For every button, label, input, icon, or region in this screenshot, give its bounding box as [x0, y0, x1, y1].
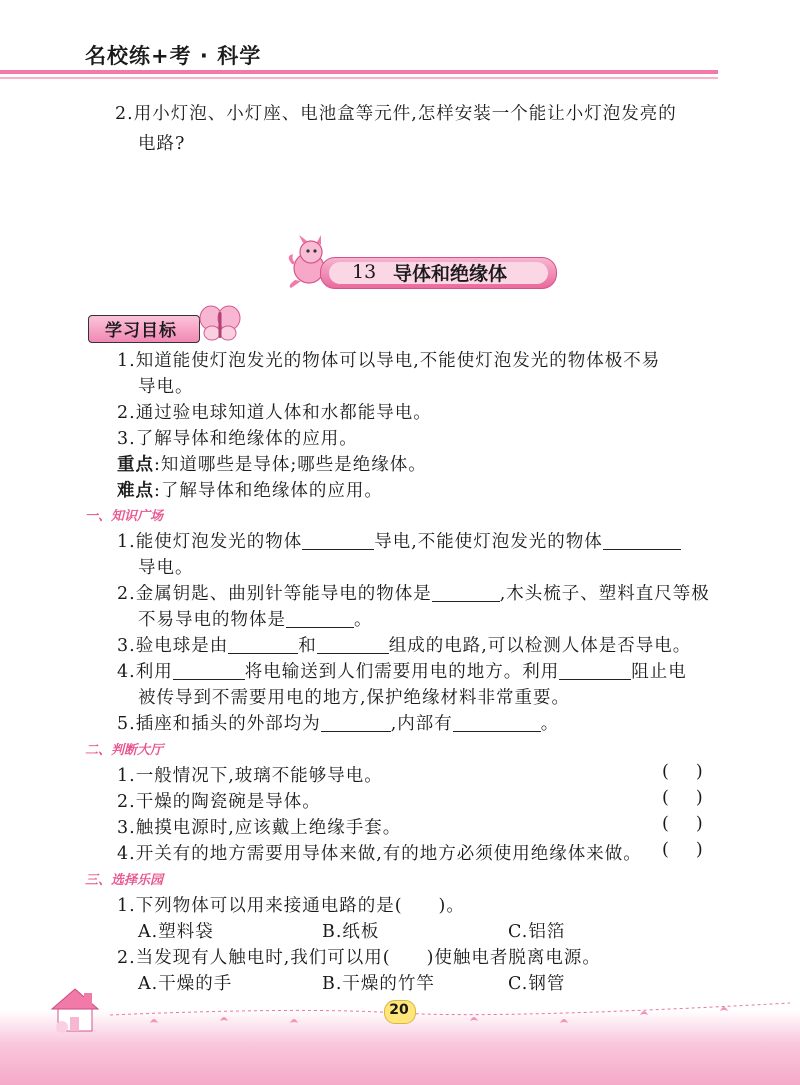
goal-item-1a: 1.知道能使灯泡发光的物体可以导电,不能使灯泡发光的物体极不易 [117, 351, 661, 371]
s1-q2-text-a: 2.金属钥匙、曲别针等能导电的物体是 [117, 584, 432, 604]
s1-q4-blank-1[interactable] [173, 662, 245, 681]
goal-item-2: 2.通过验电球知道人体和水都能导电。 [117, 403, 432, 423]
header-divider [0, 70, 718, 74]
s1-q5-blank-2[interactable] [453, 714, 541, 733]
s1-q3-text-a: 3.验电球是由 [117, 636, 229, 656]
prev-question-line2: 电路? [138, 134, 186, 154]
s3-q1-text-a: 1.下列物体可以用来接通电路的是( [117, 896, 403, 916]
s2-item-4: 4.开关有的地方需要用导体来做,有的地方必须使用绝缘体来做。 [117, 844, 642, 864]
s3-q1-option-a[interactable]: A.塑料袋 [138, 922, 214, 942]
prev-question-line1: 2.用小灯泡、小灯座、电池盒等元件,怎样安装一个能让小灯泡发亮的 [115, 104, 677, 124]
s1-q5-text-a: 5.插座和插头的外部均为 [117, 714, 321, 734]
s1-q2-line1 [117, 580, 710, 605]
s1-q2-text-c: 不易导电的物体是 [138, 610, 286, 630]
s1-q1-text-a: 1.能使灯泡发光的物体 [117, 532, 303, 552]
goal-item-3: 3.了解导体和绝缘体的应用。 [117, 429, 358, 449]
s1-q3-text-b: 和 [298, 636, 317, 656]
s3-q1-option-c[interactable]: C.铝箔 [508, 922, 566, 942]
s2-item-2-answer[interactable]: ( ) [662, 788, 704, 808]
s1-q1-blank-2[interactable] [603, 532, 681, 551]
header-title: 名校练+考 · 科学 [85, 44, 262, 68]
header-divider-thin [0, 77, 718, 79]
s1-q4-text-a: 4.利用 [117, 662, 173, 682]
s2-item-2: 2.干燥的陶瓷碗是导体。 [117, 792, 321, 812]
page-number: 20 [389, 1002, 409, 1018]
s1-q1-line2: 导电。 [138, 558, 194, 578]
s1-q4-blank-2[interactable] [559, 662, 631, 681]
key-point-text: :知道哪些是导体;哪些是绝缘体。 [154, 455, 427, 475]
s3-q2-option-b[interactable]: B.干燥的竹竿 [322, 974, 435, 994]
s2-item-1-answer[interactable]: ( ) [662, 762, 704, 782]
key-point [117, 451, 427, 476]
s1-q3-blank-2[interactable] [317, 636, 389, 655]
s2-item-3-answer[interactable]: ( ) [662, 814, 704, 834]
s1-q1-line1 [117, 528, 681, 553]
s1-q1-blank-1[interactable] [302, 532, 374, 551]
s1-q1-text-b: 导电,不能使灯泡发光的物体 [374, 532, 603, 552]
s3-q1 [117, 892, 465, 917]
s3-q1-option-b[interactable]: B.纸板 [322, 922, 380, 942]
s1-q5-text-c: 。 [540, 714, 560, 734]
s1-q5-text-b: ,内部有 [390, 714, 453, 734]
section-3-heading: 三、选择乐园 [85, 873, 164, 888]
s1-q2-text-d: 。 [354, 610, 373, 630]
s1-q4-line2: 被传导到不需要用电的地方,保护绝缘材料非常重要。 [138, 688, 571, 708]
s1-q5-blank-1[interactable] [321, 714, 391, 733]
s1-q2-line2 [138, 606, 373, 631]
butterfly-icon [198, 304, 242, 342]
difficult-point-text: :了解导体和绝缘体的应用。 [154, 481, 383, 501]
key-point-label: 重点 [117, 455, 154, 475]
s3-q2-text-a: 2.当发现有人触电时,我们可以用( [117, 948, 391, 968]
s1-q4-line1 [117, 658, 687, 683]
s1-q2-blank-2[interactable] [286, 610, 354, 629]
s1-q4-text-c: 阻止电 [631, 662, 687, 682]
difficult-point-label: 难点 [117, 481, 154, 501]
section-2-heading: 二、判断大厅 [85, 743, 164, 758]
s3-q2-option-a[interactable]: A.干燥的手 [138, 974, 233, 994]
s1-q3-blank-1[interactable] [228, 636, 298, 655]
lesson-title: 导体和绝缘体 [393, 263, 508, 285]
s1-q4-text-b: 将电输送到人们需要用电的地方。利用 [244, 662, 560, 682]
s1-q3-text-c: 组成的电路,可以检测人体是否导电。 [388, 636, 692, 656]
section-1-heading: 一、知识广场 [85, 509, 164, 524]
s1-q2-blank-1[interactable] [432, 584, 500, 603]
goal-item-1b: 导电。 [138, 377, 194, 397]
s3-q1-text-b: )。 [438, 896, 465, 916]
s1-q3-line [117, 632, 691, 657]
s1-q2-text-b: ,木头梳子、塑料直尺等极 [499, 584, 710, 604]
s2-item-4-answer[interactable]: ( ) [662, 840, 704, 860]
s3-q2 [117, 944, 601, 969]
s3-q2-option-c[interactable]: C.钢管 [508, 974, 566, 994]
difficult-point [117, 477, 383, 502]
s2-item-3: 3.触摸电源时,应该戴上绝缘手套。 [117, 818, 402, 838]
s1-q5-line [117, 710, 559, 735]
s3-q2-text-b: )使触电者脱离电源。 [426, 948, 601, 968]
s2-item-1: 1.一般情况下,玻璃不能够导电。 [117, 766, 383, 786]
learning-goals-label: 学习目标 [105, 321, 177, 341]
lesson-number: 13 [352, 261, 377, 283]
